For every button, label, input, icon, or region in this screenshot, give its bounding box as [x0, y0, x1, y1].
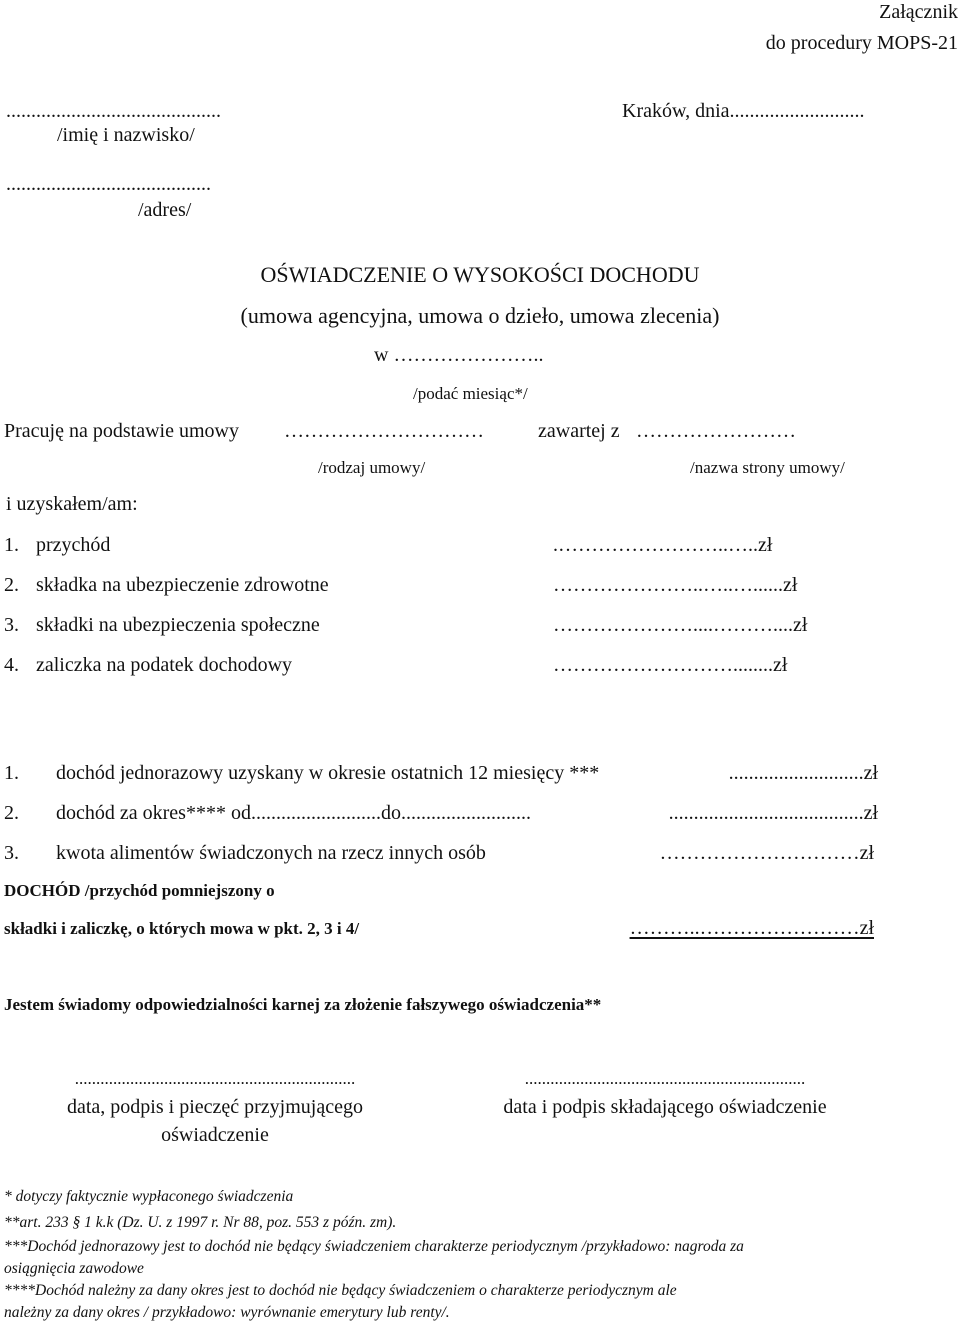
total-label-line2: składki i zaliczkę, o których mowa w pkt. 2, 3 i 4/ — [4, 919, 360, 938]
contract-middle: zawartej z — [538, 420, 620, 442]
name-caption: /imię i nazwisko/ — [57, 124, 195, 146]
liability-statement: Jestem świadomy odpowiedzialności karnej za złożenie fałszywego oświadczenia** — [4, 995, 602, 1014]
signature-declarant-line[interactable]: .................................................................. — [524, 1069, 806, 1088]
footnote-4: ****Dochód należny za dany okres jest to dochód nie będący świadczeniem o charakterze periodycznym ale — [4, 1282, 677, 1299]
item-label: składka na ubezpieczenie zdrowotne — [36, 574, 329, 596]
name-field[interactable]: ........................................... — [6, 100, 221, 122]
item-label: składki na ubezpieczenia społeczne — [36, 614, 320, 636]
item-value-field[interactable]: …………………....………....zł — [553, 614, 808, 636]
footnote-1: * dotyczy faktycznie wypłaconego świadczenia — [4, 1188, 294, 1205]
attachment-label: Załącznik — [879, 1, 958, 23]
footnote-3-cont: osiągnięcia zawodowe — [4, 1260, 144, 1277]
contract-type-field[interactable]: ………………………… — [284, 420, 484, 442]
signature-receiver-line[interactable]: .................................................................. — [74, 1069, 356, 1088]
document-title: OŚWIADCZENIE O WYSOKOŚCI DOCHODU — [260, 262, 700, 287]
income-value-field[interactable]: ...........................zł — [728, 762, 878, 784]
income-label: dochód jednorazowy uzyskany w okresie ostatnich 12 miesięcy *** — [56, 762, 600, 784]
signature-declarant-caption: data i podpis składającego oświadczenie — [503, 1096, 827, 1118]
address-field[interactable]: ......................................... — [6, 173, 211, 195]
total-label-line1: DOCHÓD /przychód pomniejszony o — [4, 881, 275, 900]
item-number: 1. — [4, 534, 19, 556]
item-label: zaliczka na podatek dochodowy — [36, 654, 293, 676]
month-field[interactable]: w ………………….. — [374, 344, 544, 366]
procedure-label: do procedury MOPS-21 — [765, 32, 958, 54]
item-value-field[interactable]: .……………………..…..zł — [553, 534, 773, 556]
contract-type-caption: /rodzaj umowy/ — [318, 458, 426, 477]
month-caption: /podać miesiąc*/ — [413, 384, 528, 403]
income-number: 2. — [4, 802, 19, 824]
document-subtitle: (umowa agencyjna, umowa o dzieło, umowa zlecenia) — [240, 303, 720, 328]
income-value-field[interactable]: …………………………zł — [659, 842, 874, 864]
signature-receiver-caption: data, podpis i pieczęć przyjmującego — [67, 1096, 363, 1118]
footnote-4-cont: należny za dany okres / przykładowo: wyrównanie emerytury lub renty/. — [4, 1304, 450, 1321]
signature-receiver-caption-2: oświadczenie — [161, 1124, 269, 1146]
income-number: 1. — [4, 762, 19, 784]
income-label: dochód za okres**** od..........................do.......................... — [56, 802, 531, 824]
income-value-field[interactable]: .......................................zł — [668, 802, 878, 824]
place-date-field[interactable]: Kraków, dnia........................... — [622, 100, 865, 122]
income-label: kwota alimentów świadczonych na rzecz innych osób — [56, 842, 486, 864]
footnote-2: **art. 233 § 1 k.k (Dz. U. z 1997 r. Nr 88, poz. 553 z późn. zm). — [4, 1214, 397, 1231]
footnote-3: ***Dochód jednorazowy jest to dochód nie będący świadczeniem charakterze periodycznym /przykładowo: nagroda za — [4, 1238, 744, 1255]
contract-prefix: Pracuję na podstawie umowy — [4, 420, 239, 442]
address-caption: /adres/ — [138, 199, 192, 221]
contract-party-field[interactable]: …………………… — [636, 420, 796, 442]
contract-party-caption: /nazwa strony umowy/ — [690, 458, 845, 477]
item-value-field[interactable]: …………………..…..…......zł — [553, 574, 798, 596]
earned-label: i uzyskałem/am: — [6, 493, 138, 515]
item-number: 2. — [4, 574, 19, 596]
total-value-field[interactable]: ………..……………………zł — [629, 917, 874, 939]
income-number: 3. — [4, 842, 19, 864]
item-number: 4. — [4, 654, 19, 676]
item-label: przychód — [36, 534, 111, 556]
item-value-field[interactable]: ………………………........zł — [553, 654, 788, 676]
item-number: 3. — [4, 614, 19, 636]
